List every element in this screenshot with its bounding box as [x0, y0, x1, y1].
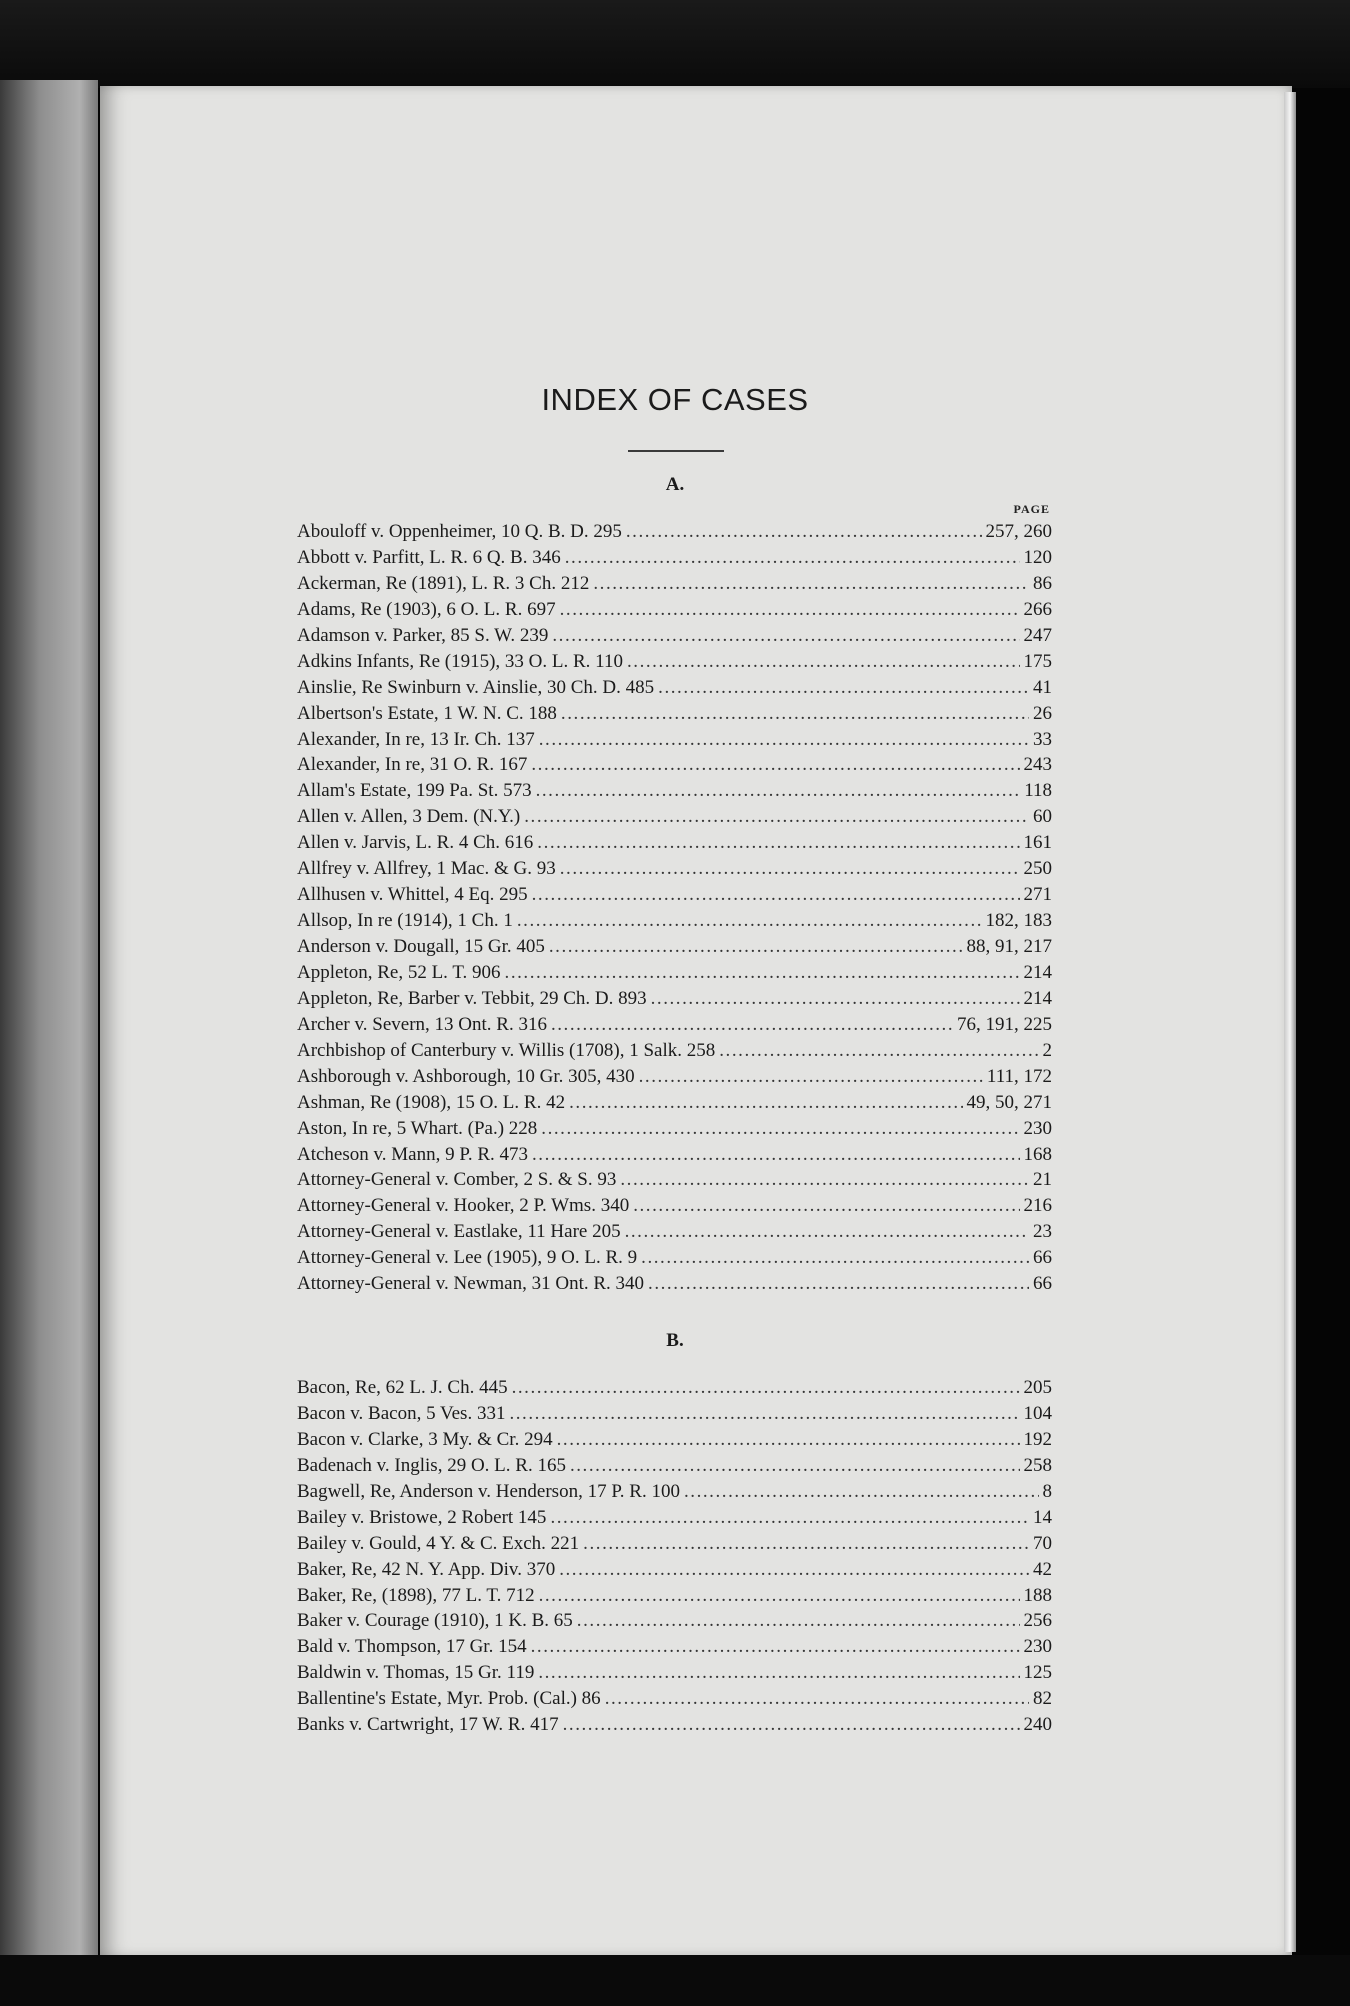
page-reference: 104 [1023, 1402, 1052, 1424]
dot-leader [552, 623, 1019, 649]
page-reference: 118 [1024, 780, 1052, 802]
page-reference: 41 [1033, 676, 1052, 698]
page-reference: 88, 91, 217 [966, 936, 1052, 957]
dot-leader [524, 804, 1029, 830]
page-reference: 240 [1023, 1714, 1052, 1736]
page-reference: 214 [1023, 961, 1052, 983]
dot-leader [593, 571, 1029, 597]
page-reference: 243 [1023, 754, 1052, 776]
dot-leader [538, 1660, 1019, 1686]
dot-leader [577, 1608, 1020, 1634]
case-citation: Ballentine's Estate, Myr. Prob. (Cal.) 86 [297, 1688, 601, 1710]
index-entry [297, 1634, 1052, 1660]
page-reference: 230 [1023, 1636, 1052, 1658]
dot-leader [517, 908, 982, 934]
case-citation: Alexander, In re, 13 Ir. Ch. 137 [297, 728, 535, 750]
case-citation: Anderson v. Dougall, 15 Gr. 405 [297, 936, 545, 957]
scan-top-border [0, 0, 1350, 88]
section-heading-b: B. [666, 1330, 684, 1351]
index-entry [297, 1453, 1052, 1479]
case-citation: Adams, Re (1903), 6 O. L. R. 697 [297, 598, 556, 620]
case-citation: Allen v. Allen, 3 Dem. (N.Y.) [297, 806, 521, 828]
case-citation: Baker, Re, (1898), 77 L. T. 712 [297, 1584, 535, 1606]
page-reference: 230 [1023, 1117, 1052, 1139]
dot-leader [539, 727, 1029, 753]
dot-leader [583, 1531, 1029, 1557]
index-entry [297, 882, 1052, 908]
dot-leader [561, 701, 1029, 727]
page-reference: 214 [1023, 987, 1052, 1009]
case-citation: Abbott v. Parfitt, L. R. 6 Q. B. 346 [297, 546, 561, 568]
title-rule [628, 450, 724, 452]
index-entry [297, 727, 1052, 753]
index-entry [297, 1271, 1052, 1297]
page-reference: 14 [1033, 1506, 1052, 1528]
index-entry [297, 1116, 1052, 1142]
case-citation: Bailey v. Bristowe, 2 Robert 145 [297, 1506, 547, 1528]
index-entry [297, 623, 1052, 649]
dot-leader [560, 856, 1020, 882]
dot-leader [563, 1712, 1020, 1738]
index-entry [297, 752, 1052, 778]
page-reference: 33 [1033, 728, 1052, 750]
dot-leader [639, 1064, 983, 1090]
page-reference: 2 [1042, 1039, 1052, 1061]
dot-leader [633, 1193, 1019, 1219]
index-entry [297, 701, 1052, 727]
case-citation: Atcheson v. Mann, 9 P. R. 473 [297, 1143, 528, 1165]
page-reference: 192 [1023, 1428, 1052, 1450]
section-heading-a: A. [665, 474, 685, 495]
dot-leader [557, 1427, 1020, 1453]
index-entry [297, 519, 1052, 545]
page-reference: 168 [1023, 1143, 1052, 1165]
index-entry [297, 1064, 1052, 1090]
page-reference: 26 [1033, 702, 1052, 724]
index-entry [297, 778, 1052, 804]
case-citation: Bailey v. Gould, 4 Y. & C. Exch. 221 [297, 1532, 580, 1554]
dot-leader [569, 1090, 962, 1116]
page-reference: 21 [1033, 1169, 1052, 1191]
case-citation: Allam's Estate, 199 Pa. St. 573 [297, 780, 532, 802]
dot-leader [641, 1245, 1029, 1271]
case-citation: Ashman, Re (1908), 15 O. L. R. 42 [297, 1091, 566, 1113]
page-reference: 66 [1033, 1247, 1052, 1269]
index-entry [297, 1012, 1052, 1038]
dot-leader [560, 597, 1020, 623]
index-entry [297, 856, 1052, 882]
page-reference: 8 [1042, 1480, 1052, 1502]
dot-leader [537, 830, 1019, 856]
index-entry [297, 1608, 1052, 1634]
page-reference: 76, 191, 225 [957, 1013, 1052, 1035]
page-reference: 125 [1023, 1662, 1052, 1684]
page-reference: 23 [1033, 1221, 1052, 1243]
dot-leader [541, 1116, 1019, 1142]
index-entry [297, 960, 1052, 986]
case-citation: Archer v. Severn, 13 Ont. R. 316 [297, 1013, 547, 1035]
index-entry [297, 1219, 1052, 1245]
dot-leader [536, 778, 1021, 804]
case-citation: Banks v. Cartwright, 17 W. R. 417 [297, 1714, 559, 1736]
case-citation: Abouloff v. Oppenheimer, 10 Q. B. D. 295 [297, 521, 622, 542]
index-entry [297, 1038, 1052, 1064]
page-reference: 66 [1033, 1273, 1052, 1295]
page-reference: 216 [1023, 1195, 1052, 1217]
dot-leader [512, 1375, 1020, 1401]
dot-leader [625, 1219, 1029, 1245]
page-reference: 271 [1023, 884, 1052, 906]
page-reference: 60 [1033, 806, 1052, 828]
case-citation: Adamson v. Parker, 85 S. W. 239 [297, 624, 549, 646]
page-title: INDEX OF CASES [541, 382, 809, 417]
case-citation: Alexander, In re, 31 O. R. 167 [297, 754, 528, 776]
case-citation: Badenach v. Inglis, 29 O. L. R. 165 [297, 1454, 566, 1476]
case-citation: Aston, In re, 5 Whart. (Pa.) 228 [297, 1117, 538, 1139]
case-citation: Attorney-General v. Hooker, 2 P. Wms. 340 [297, 1195, 630, 1217]
index-entry [297, 1505, 1052, 1531]
dot-leader [626, 519, 982, 545]
case-citation: Bacon v. Bacon, 5 Ves. 331 [297, 1402, 506, 1424]
dot-leader [648, 1271, 1029, 1297]
dot-leader [509, 1401, 1019, 1427]
dot-leader [551, 1012, 953, 1038]
index-entry [297, 571, 1052, 597]
index-entry [297, 830, 1052, 856]
case-citation: Allsop, In re (1914), 1 Ch. 1 [297, 910, 513, 932]
dot-leader [684, 1479, 1039, 1505]
index-entry [297, 1531, 1052, 1557]
index-entry [297, 986, 1052, 1012]
page-reference: 86 [1033, 572, 1052, 594]
page-reference: 250 [1023, 858, 1052, 880]
index-entry [297, 597, 1052, 623]
dot-leader [532, 1142, 1020, 1168]
index-entry [297, 1686, 1052, 1712]
index-entry [297, 804, 1052, 830]
case-citation: Attorney-General v. Comber, 2 S. & S. 93 [297, 1169, 617, 1191]
case-citation: Bagwell, Re, Anderson v. Henderson, 17 P. R. 100 [297, 1480, 680, 1502]
index-entry [297, 1245, 1052, 1271]
page-reference: 247 [1023, 624, 1052, 646]
index-list-b [297, 1375, 1052, 1738]
index-entry [297, 1375, 1052, 1401]
dot-leader [531, 1634, 1020, 1660]
case-citation: Baldwin v. Thomas, 15 Gr. 119 [297, 1662, 535, 1684]
index-entry [297, 1660, 1052, 1686]
case-citation: Ainslie, Re Swinburn v. Ainslie, 30 Ch. D. 485 [297, 676, 655, 698]
index-entry [297, 1712, 1052, 1738]
dot-leader [565, 545, 1020, 571]
dot-leader [531, 752, 1019, 778]
case-citation: Bacon, Re, 62 L. J. Ch. 445 [297, 1377, 508, 1398]
page-reference: 161 [1023, 832, 1052, 854]
case-citation: Ashborough v. Ashborough, 10 Gr. 305, 430 [297, 1065, 635, 1087]
page-reference: 49, 50, 271 [966, 1091, 1052, 1113]
index-entry [297, 1167, 1052, 1193]
index-entry [297, 1427, 1052, 1453]
case-citation: Bald v. Thompson, 17 Gr. 154 [297, 1636, 527, 1658]
dot-leader [570, 1453, 1020, 1479]
case-citation: Allfrey v. Allfrey, 1 Mac. & G. 93 [297, 858, 556, 880]
page-reference: 42 [1033, 1558, 1052, 1580]
dot-leader [658, 675, 1029, 701]
dot-leader [505, 960, 1020, 986]
index-entry [297, 1193, 1052, 1219]
dot-leader [620, 1167, 1029, 1193]
page-reference: 256 [1023, 1610, 1052, 1632]
case-citation: Archbishop of Canterbury v. Willis (1708), 1 Salk. 258 [297, 1039, 716, 1061]
case-citation: Allhusen v. Whittel, 4 Eq. 295 [297, 884, 528, 906]
page-column-header: PAGE [1013, 502, 1050, 516]
page-fore-edge [1284, 92, 1296, 1952]
page-reference: 120 [1023, 546, 1052, 568]
index-list-a [297, 519, 1052, 1297]
index-entry [297, 649, 1052, 675]
case-citation: Attorney-General v. Newman, 31 Ont. R. 340 [297, 1273, 645, 1295]
dot-leader [719, 1038, 1038, 1064]
index-entry [297, 545, 1052, 571]
dot-leader [627, 649, 1020, 675]
page-reference: 257, 260 [985, 521, 1052, 542]
case-citation: Adkins Infants, Re (1915), 33 O. L. R. 110 [297, 650, 623, 672]
case-citation: Albertson's Estate, 1 W. N. C. 188 [297, 702, 557, 724]
index-entry [297, 934, 1052, 960]
dot-leader [550, 1505, 1029, 1531]
case-citation: Baker, Re, 42 N. Y. App. Div. 370 [297, 1558, 556, 1580]
page-reference: 266 [1023, 598, 1052, 620]
case-citation: Attorney-General v. Eastlake, 11 Hare 205 [297, 1221, 621, 1243]
scan-bottom-border [0, 1955, 1350, 2006]
dot-leader [549, 934, 963, 960]
page-reference: 205 [1023, 1377, 1052, 1398]
case-citation: Attorney-General v. Lee (1905), 9 O. L. R. 9 [297, 1247, 638, 1269]
dot-leader [605, 1686, 1029, 1712]
case-citation: Baker v. Courage (1910), 1 K. B. 65 [297, 1610, 573, 1632]
index-entry [297, 1090, 1052, 1116]
case-citation: Appleton, Re, 52 L. T. 906 [297, 961, 501, 983]
page-reference: 70 [1033, 1532, 1052, 1554]
page-reference: 188 [1023, 1584, 1052, 1606]
dot-leader [539, 1583, 1020, 1609]
page-reference: 175 [1023, 650, 1052, 672]
index-entry [297, 1142, 1052, 1168]
facing-page-edge [0, 80, 98, 1960]
dot-leader [532, 882, 1020, 908]
index-entry [297, 675, 1052, 701]
case-citation: Allen v. Jarvis, L. R. 4 Ch. 616 [297, 832, 534, 854]
case-citation: Ackerman, Re (1891), L. R. 3 Ch. 212 [297, 572, 590, 594]
index-entry [297, 908, 1052, 934]
dot-leader [651, 986, 1020, 1012]
index-entry [297, 1479, 1052, 1505]
page-reference: 82 [1033, 1688, 1052, 1710]
case-citation: Bacon v. Clarke, 3 My. & Cr. 294 [297, 1428, 553, 1450]
index-entry [297, 1583, 1052, 1609]
case-citation: Appleton, Re, Barber v. Tebbit, 29 Ch. D. 893 [297, 987, 647, 1009]
index-entry [297, 1557, 1052, 1583]
page-reference: 258 [1023, 1454, 1052, 1476]
index-entry [297, 1401, 1052, 1427]
page-reference: 111, 172 [986, 1065, 1052, 1087]
dot-leader [559, 1557, 1029, 1583]
page-reference: 182, 183 [985, 910, 1052, 932]
